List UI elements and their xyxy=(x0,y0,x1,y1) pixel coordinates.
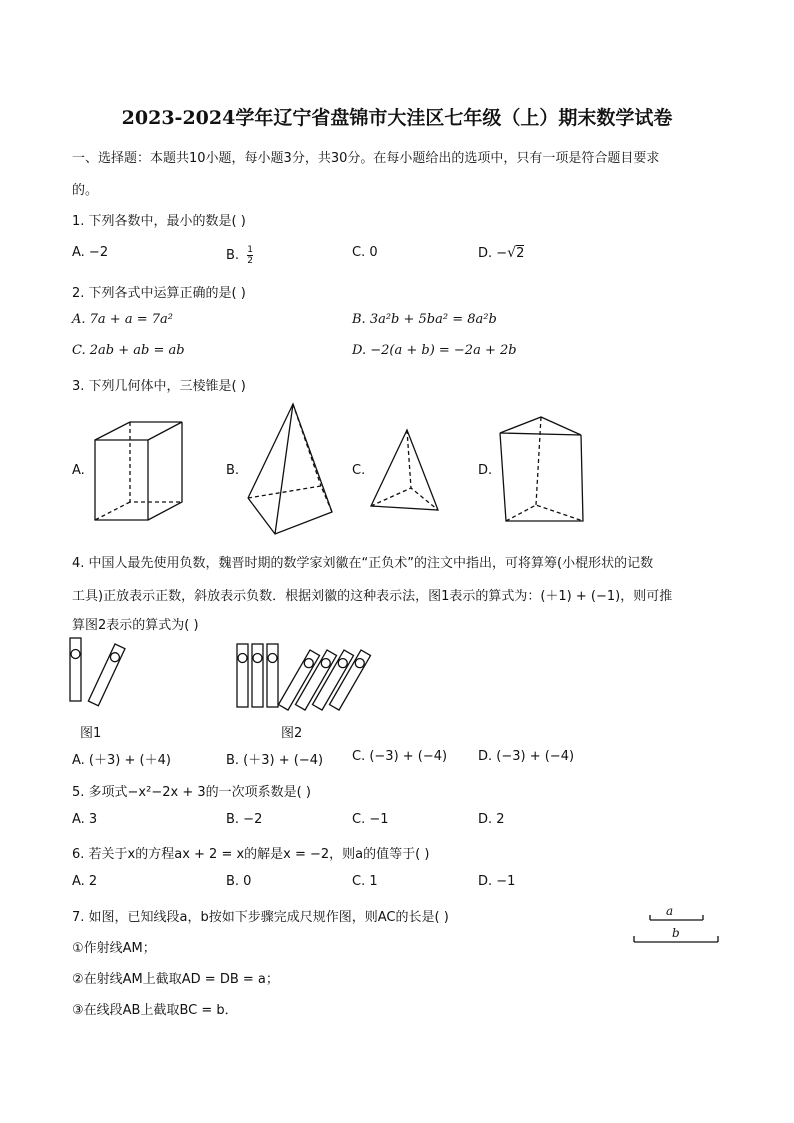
q6-option-b: B. 0 xyxy=(226,874,252,889)
q7-stem: 7. 如图，已知线段a，b按如下步骤完成尺规作图，则AC的长是( ) xyxy=(72,910,449,925)
q7-step2: ②在射线AM上截取AD = DB = a； xyxy=(72,972,279,987)
upright-rod xyxy=(70,638,81,701)
q1-option-d-label: D. − xyxy=(478,246,508,261)
page-title: 2023-2024学年辽宁省盘锦市大洼区七年级（上）期末数学试卷 xyxy=(121,107,673,129)
cube-hidden-edges xyxy=(130,422,182,502)
tetrahedron-outline xyxy=(371,430,438,510)
section-instructions-line2: 的。 xyxy=(72,183,99,198)
q5-stem: 5. 多项式−x²−2x + 3的一次项系数是( ) xyxy=(72,785,311,800)
sqrt-icon: √ xyxy=(507,245,517,261)
q2-option-b: B. 3a²b + 5ba² = 8a²b xyxy=(352,312,497,327)
q3-option-d: D. xyxy=(478,463,493,478)
triangular-prism-figure xyxy=(496,413,588,525)
cube-figure xyxy=(88,418,188,524)
q4-option-b: B. (＋3) + (−4) xyxy=(226,753,324,768)
cube-front-face xyxy=(95,440,148,520)
slanted-rod-body xyxy=(279,650,320,710)
rod-marker xyxy=(268,654,277,663)
segment-a-label: a xyxy=(666,904,674,918)
q5-option-b: B. −2 xyxy=(226,812,263,827)
q1-option-b-label: B. xyxy=(226,248,240,263)
rod-marker xyxy=(238,654,247,663)
section-instructions-line1: 一、选择题：本题共10小题，每小题3分，共30分。在每小题给出的选项中，只有一项是符合题目要求 xyxy=(72,151,660,166)
slanted-rod-body xyxy=(296,650,337,710)
q4-option-c: C. (−3) + (−4) xyxy=(352,749,448,764)
segment-b-label: b xyxy=(672,926,680,940)
q1-stem: 1. 下列各数中，最小的数是( ) xyxy=(72,214,246,229)
q6-option-c: C. 1 xyxy=(352,874,378,889)
q3-option-b: B. xyxy=(226,463,240,478)
q6-option-a: A. 2 xyxy=(72,874,98,889)
q2-stem: 2. 下列各式中运算正确的是( ) xyxy=(72,286,246,301)
q4-option-a: A. (＋3) + (＋4) xyxy=(72,753,171,768)
q3-option-a: A. xyxy=(72,463,85,478)
slanted-rod xyxy=(88,644,125,706)
q1-fraction-den: 2 xyxy=(247,256,253,266)
slanted-rods xyxy=(279,650,371,710)
q5-option-a: A. 3 xyxy=(72,812,98,827)
tetrahedron-figure xyxy=(368,428,443,514)
q4-stem-line2: 工具)正放表示正数，斜放表示负数．根据刘徽的这种表示法，图1表示的算式为：(＋1) + (−1)，则可推 xyxy=(72,589,673,604)
q3-option-c: C. xyxy=(352,463,366,478)
q3-stem: 3. 下列几何体中，三棱锥是( ) xyxy=(72,379,246,394)
slanted-rod-body xyxy=(88,644,125,706)
prism-hidden-edge xyxy=(536,417,541,505)
segment-a xyxy=(648,910,708,922)
upright-rods xyxy=(237,644,278,707)
cube-hidden-edge xyxy=(95,502,130,520)
cube-top-edges xyxy=(95,422,182,440)
rod-marker xyxy=(71,650,80,659)
square-pyramid-figure xyxy=(245,402,345,538)
rod-marker xyxy=(253,654,262,663)
q1-radicand: 2 xyxy=(516,246,525,261)
q5-option-d: D. 2 xyxy=(478,812,505,827)
prism-hidden-base xyxy=(506,505,583,521)
q4-stem-line1: 4. 中国人最先使用负数，魏晋时期的数学家刘徽在“正负术”的注文中指出，可将算筹(小棍形状的记数 xyxy=(72,556,654,571)
q6-option-d: D. −1 xyxy=(478,874,516,889)
q1-option-a: A. −2 xyxy=(72,245,109,260)
q2-option-d: D. −2(a + b) = −2a + 2b xyxy=(352,343,517,358)
figure1-caption: 图1 xyxy=(80,726,102,741)
q2-option-a: A. 7a + a = 7a² xyxy=(72,312,173,327)
slanted-rod-body xyxy=(313,650,354,710)
q7-step3: ③在线段AB上截取BC = b． xyxy=(72,1003,238,1018)
q1-fraction-num: 1 xyxy=(247,245,253,255)
q7-step1: ①作射线AM； xyxy=(72,941,156,956)
q5-option-c: C. −1 xyxy=(352,812,389,827)
q1-option-c: C. 0 xyxy=(352,245,378,260)
q2-option-c: C. 2ab + ab = ab xyxy=(72,343,185,358)
figure2-caption: 图2 xyxy=(281,726,303,741)
q6-stem: 6. 若关于x的方程ax + 2 = x的解是x = −2，则a的值等于( ) xyxy=(72,847,430,862)
q4-stem-line3: 算图2表示的算式为( ) xyxy=(72,618,199,633)
q1-option-b xyxy=(226,245,253,266)
segment-b xyxy=(632,934,722,948)
q4-option-d: D. (−3) + (−4) xyxy=(478,749,575,764)
prism-front-edges xyxy=(500,433,583,521)
q1-fraction xyxy=(247,245,253,266)
figure2-counting-rods xyxy=(235,636,395,718)
slanted-rod-body xyxy=(330,650,371,710)
q1-option-d xyxy=(478,245,524,261)
figure1-counting-rods xyxy=(68,636,138,706)
pyramid-hidden-base xyxy=(248,486,332,512)
